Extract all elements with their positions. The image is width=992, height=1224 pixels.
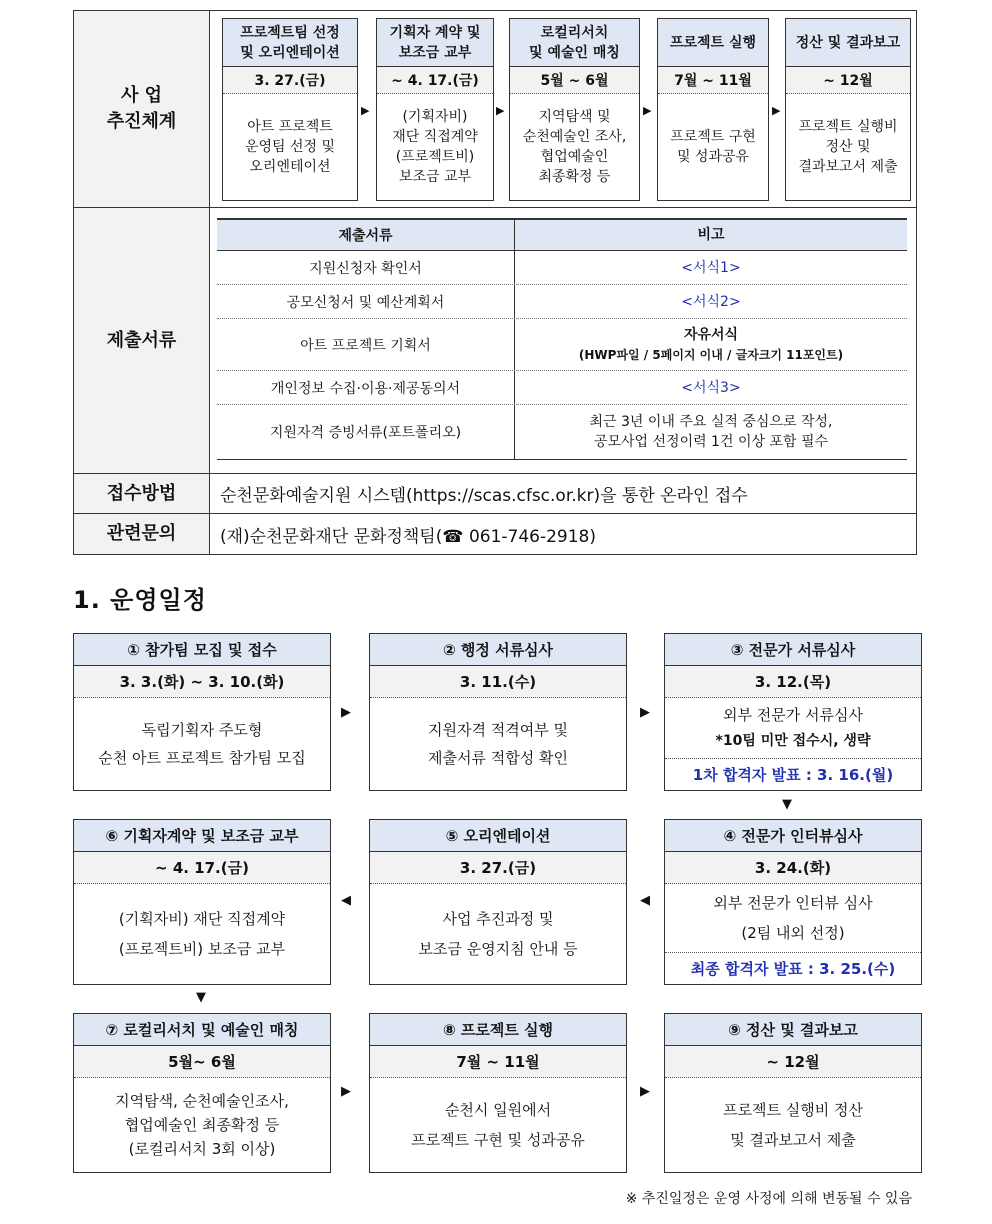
inquiry-row — [74, 514, 916, 554]
inquiry-label: 관련문의 — [74, 514, 210, 554]
documents-header — [217, 220, 907, 251]
right-arrow-icon: ▶ — [341, 1084, 351, 1099]
process-step-date: ~ 12월 — [786, 67, 910, 94]
schedule-step-date: 3. 3.(화) ~ 3. 10.(화) — [74, 666, 330, 698]
document-note: <서식1> — [681, 259, 741, 276]
schedule-step-9 — [664, 1013, 922, 1173]
documents-row-label: 제출서류 — [74, 208, 210, 473]
right-arrow-icon: ▶ — [496, 104, 505, 117]
schedule-step-desc — [665, 698, 921, 758]
left-arrow-icon: ◀ — [640, 893, 650, 908]
reception-label: 접수방법 — [74, 474, 210, 513]
schedule-step-title: ⑨ 정산 및 결과보고 — [665, 1014, 921, 1046]
schedule-step-3 — [664, 633, 922, 791]
schedule-step-5 — [369, 819, 627, 985]
document-name: 지원자격 증빙서류(포트폴리오) — [217, 405, 515, 459]
right-arrow-icon: ▶ — [341, 705, 351, 720]
schedule-step-title: ⑧ 프로젝트 실행 — [370, 1014, 626, 1046]
table-row — [217, 251, 907, 285]
section-title: 1. 운영일정 — [73, 586, 207, 614]
schedule-step-date: 5월~ 6월 — [74, 1046, 330, 1078]
schedule-step-4 — [664, 819, 922, 985]
schedule-step-desc: 프로젝트 실행비 정산 및 결과보고서 제출 — [723, 1101, 863, 1149]
schedule-step-date: ~ 4. 17.(금) — [74, 852, 330, 884]
schedule-step-date: 3. 27.(금) — [370, 852, 626, 884]
table-row — [217, 405, 907, 459]
process-step-2 — [376, 18, 494, 201]
document-note: 최근 3년 이내 주요 실적 중심으로 작성, 공모사업 선정이력 1건 이상 포함 필수 — [589, 414, 833, 450]
schedule-step-1 — [73, 633, 331, 791]
schedule-step-8 — [369, 1013, 627, 1173]
right-arrow-icon: ▶ — [361, 104, 370, 117]
document-note — [515, 319, 907, 370]
document-note: <서식2> — [681, 293, 741, 310]
process-step-5 — [785, 18, 911, 201]
reception-value: 순천문화예술지원 시스템(https://scas.cfsc.or.kr)을 통한 온라인 접수 — [220, 486, 748, 506]
table-row — [217, 285, 907, 319]
right-arrow-icon: ▶ — [640, 705, 650, 720]
document-note-main: 자유서식 — [683, 326, 739, 343]
process-step-desc: 아트 프로젝트 운영팀 선정 및 오리엔테이션 — [244, 119, 336, 175]
schedule-step-date: 3. 11.(수) — [370, 666, 626, 698]
schedule-step-7 — [73, 1013, 331, 1173]
process-step-4 — [657, 18, 769, 201]
document-name: 개인정보 수집·이용·제공동의서 — [217, 371, 515, 404]
document-note-sub: (HWP파일 / 5페이지 이내 / 글자크기 11포인트) — [578, 347, 844, 362]
right-arrow-icon: ▶ — [640, 1084, 650, 1099]
schedule-step-title: ⑤ 오리엔테이션 — [370, 820, 626, 852]
schedule-step-desc: 외부 전문가 인터뷰 심사 (2팀 내외 선정) — [713, 894, 873, 942]
left-arrow-icon: ◀ — [341, 893, 351, 908]
process-step-title: 정산 및 결과보고 — [786, 19, 910, 67]
document-name: 지원신청자 확인서 — [217, 251, 515, 284]
documents-table — [217, 218, 907, 460]
documents-row — [74, 208, 916, 474]
process-step-desc: 프로젝트 구현 및 성과공유 — [670, 129, 756, 165]
schedule-step-notice: 최종 합격자 발표 : 3. 25.(수) — [665, 952, 921, 984]
schedule-step-desc: 지원자격 적격여부 및 제출서류 적합성 확인 — [428, 721, 568, 767]
schedule-step-2 — [369, 633, 627, 791]
down-arrow-icon: ▼ — [196, 990, 206, 1005]
right-arrow-icon: ▶ — [772, 104, 781, 117]
process-step-date: 5월 ~ 6월 — [510, 67, 639, 94]
inquiry-value: (재)순천문화재단 문화정책팀(☎ 061-746-2918) — [220, 526, 597, 547]
schedule-step-notice: 1차 합격자 발표 : 3. 16.(월) — [665, 758, 921, 790]
documents-header-col2: 비고 — [697, 227, 725, 243]
schedule-step-title: ⑦ 로컬리서치 및 예술인 매칭 — [74, 1014, 330, 1046]
right-arrow-icon: ▶ — [643, 104, 652, 117]
process-step-title: 로컬리서치 및 예술인 매칭 — [510, 19, 639, 67]
document-note: <서식3> — [681, 379, 741, 396]
schedule-step-date: 3. 12.(목) — [665, 666, 921, 698]
process-row-label: 사 업 추진체계 — [74, 11, 210, 207]
schedule-step-date: 7월 ~ 11월 — [370, 1046, 626, 1078]
schedule-step-desc: 순천시 일원에서 프로젝트 구현 및 성과공유 — [411, 1101, 585, 1149]
process-step-title: 프로젝트 실행 — [658, 19, 768, 67]
process-step-desc: 지역탐색 및 순천예술인 조사, 협업예술인 최종확정 등 — [522, 109, 627, 185]
schedule-step-desc-text: 외부 전문가 서류심사 — [723, 706, 863, 724]
schedule-step-title: ④ 전문가 인터뷰심사 — [665, 820, 921, 852]
down-arrow-icon: ▼ — [782, 797, 792, 812]
process-step-date: 7월 ~ 11월 — [658, 67, 768, 94]
schedule-step-title: ① 참가팀 모집 및 접수 — [74, 634, 330, 666]
schedule-step-desc: 독립기획자 주도형 순천 아트 프로젝트 참가팀 모집 — [98, 721, 306, 767]
schedule-step-desc: (기획자비) 재단 직접계약 (프로젝트비) 보조금 교부 — [118, 910, 286, 958]
schedule-step-desc: 사업 추진과정 및 보조금 운영지침 안내 등 — [418, 910, 578, 958]
schedule-step-date: 3. 24.(화) — [665, 852, 921, 884]
schedule-step-desc-note: *10팀 미만 접수시, 생략 — [715, 733, 871, 749]
schedule-step-6 — [73, 819, 331, 985]
process-step-1 — [222, 18, 358, 201]
table-row — [217, 319, 907, 371]
process-step-title: 프로젝트팀 선정 및 오리엔테이션 — [223, 19, 357, 67]
process-step-3 — [509, 18, 640, 201]
reception-row — [74, 474, 916, 514]
document-name: 공모신청서 및 예산계획서 — [217, 285, 515, 318]
process-row — [74, 11, 916, 208]
documents-header-col1: 제출서류 — [217, 220, 515, 250]
schedule-step-date: ~ 12월 — [665, 1046, 921, 1078]
schedule-step-title: ② 행정 서류심사 — [370, 634, 626, 666]
table-row — [217, 371, 907, 405]
process-step-desc: 프로젝트 실행비 정산 및 결과보고서 제출 — [798, 119, 898, 175]
document-name: 아트 프로젝트 기획서 — [217, 319, 515, 370]
schedule-step-desc: 지역탐색, 순천예술인조사, 협업예술인 최종확정 등 (로컬리서치 3회 이상) — [115, 1092, 289, 1158]
project-summary-table — [73, 10, 917, 555]
process-step-desc: (기획자비) 재단 직접계약 (프로젝트비) 보조금 교부 — [392, 109, 478, 185]
process-step-date: 3. 27.(금) — [223, 67, 357, 94]
process-step-date: ~ 4. 17.(금) — [377, 67, 493, 94]
schedule-step-title: ⑥ 기획자계약 및 보조금 교부 — [74, 820, 330, 852]
schedule-footnote: ※ 추진일정은 운영 사정에 의해 변동될 수 있음 — [625, 1191, 912, 1207]
schedule-step-title: ③ 전문가 서류심사 — [665, 634, 921, 666]
process-step-title: 기획자 계약 및 보조금 교부 — [377, 19, 493, 67]
